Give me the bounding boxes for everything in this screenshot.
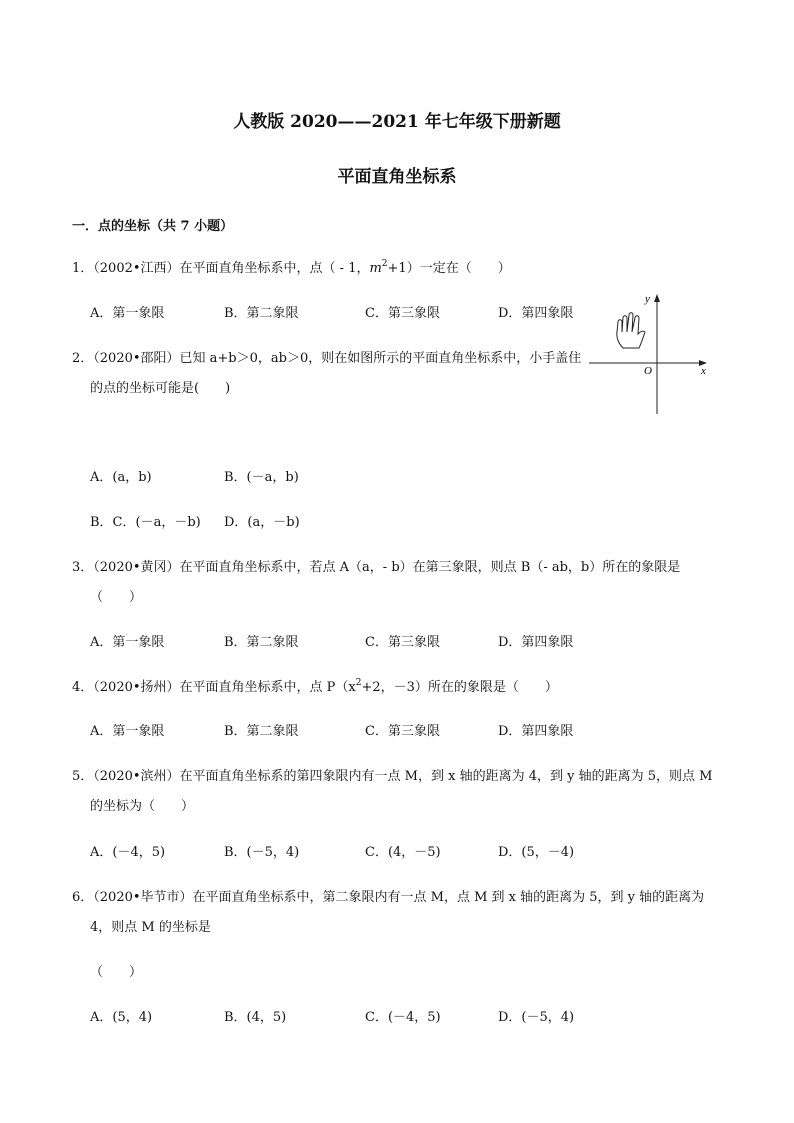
coordinate-figure: [585, 288, 715, 416]
option-a: A．第一象限: [90, 635, 165, 650]
section-heading: 一．点的坐标（共 7 小题）: [72, 219, 234, 234]
question-6-line3: （ ）: [90, 965, 143, 980]
question-text: （2020•黄冈）在平面直角坐标系中，若点 A（a，- b）在第三象限，则点 B（- ab，b）所在的象限是: [93, 560, 681, 575]
option-c: C．(－4，5): [365, 1010, 441, 1025]
question-3-line2: （ ）: [90, 590, 143, 605]
option-d: D．第四象限: [498, 635, 574, 650]
option-b: B．第二象限: [224, 306, 299, 321]
option-d: D．(a，－b): [224, 515, 300, 530]
option-b: B．(－5，4): [224, 845, 300, 860]
question-1: [72, 257, 511, 276]
question-text-tail: +1）一定在（ ）: [387, 261, 511, 276]
question-2-line1: [72, 347, 581, 366]
option-a: A．(5，4): [90, 1010, 153, 1025]
question-4: [72, 676, 558, 695]
option-b: B．(－a，b): [224, 470, 299, 485]
question-number: 3．: [72, 560, 94, 575]
question-text: （2020•邵阳）已知 a+b＞0，ab＞0，则在如图所示的平面直角坐标系中，小手盖住: [93, 351, 582, 366]
exponent: 2: [355, 678, 362, 688]
hand-icon: [617, 313, 645, 348]
option-a: A．第一象限: [90, 724, 165, 739]
option-c: C．第三象限: [365, 635, 440, 650]
option-a: A．(－4，5): [90, 845, 166, 860]
question-number: 2．: [72, 351, 94, 366]
question-5-line1: [72, 765, 712, 784]
y-axis-arrow: [654, 294, 660, 302]
option-c: C．第三象限: [365, 306, 440, 321]
option-d: D．(－5，4): [498, 1010, 575, 1025]
origin-label: O: [644, 365, 652, 377]
option-a: A．第一象限: [90, 306, 165, 321]
exponent: 2: [381, 259, 388, 269]
question-number: 4．: [72, 680, 94, 695]
question-text: （2020•扬州）在平面直角坐标系中，点 P（x: [93, 680, 356, 695]
x-label: x: [701, 365, 706, 377]
option-c: B．C．(－a，－b): [90, 515, 201, 530]
option-a: A．(a，b): [90, 470, 152, 485]
option-b: B．(4，5): [224, 1010, 287, 1025]
doc-title: 人教版 2020——2021 年七年级下册新题: [233, 112, 561, 132]
question-6-line1: [72, 886, 704, 905]
option-b: B．第二象限: [224, 635, 299, 650]
question-number: 1．: [72, 261, 94, 276]
question-number: 5．: [72, 769, 94, 784]
question-text: （2020•毕节市）在平面直角坐标系中，第二象限内有一点 M，点 M 到 x 轴的距离为 5，到 y 轴的距离为: [93, 890, 705, 905]
math-variable: m: [369, 261, 382, 276]
option-d: D．第四象限: [498, 306, 574, 321]
option-c: C．第三象限: [365, 724, 440, 739]
question-2-line2: 的点的坐标可能是( ): [90, 381, 231, 396]
question-5-line2: 的坐标为（ ）: [90, 799, 195, 814]
y-label: y: [645, 293, 650, 305]
option-b: B．第二象限: [224, 724, 299, 739]
question-number: 6．: [72, 890, 94, 905]
option-d: D．第四象限: [498, 724, 574, 739]
doc-subtitle: 平面直角坐标系: [337, 167, 457, 187]
question-6-line2: 4，则点 M 的坐标是: [90, 920, 211, 935]
question-text-tail: +2，－3）所在的象限是（ ）: [361, 680, 558, 695]
question-3-line1: [72, 556, 680, 575]
option-d: D．(5，－4): [498, 845, 575, 860]
question-text: （2002•江西）在平面直角坐标系中，点（ - 1，: [93, 261, 370, 276]
question-text: （2020•滨州）在平面直角坐标系的第四象限内有一点 M，到 x 轴的距离为 4，到 y 轴的距离为 5，则点 M: [93, 769, 713, 784]
option-c: C．(4，－5): [365, 845, 441, 860]
